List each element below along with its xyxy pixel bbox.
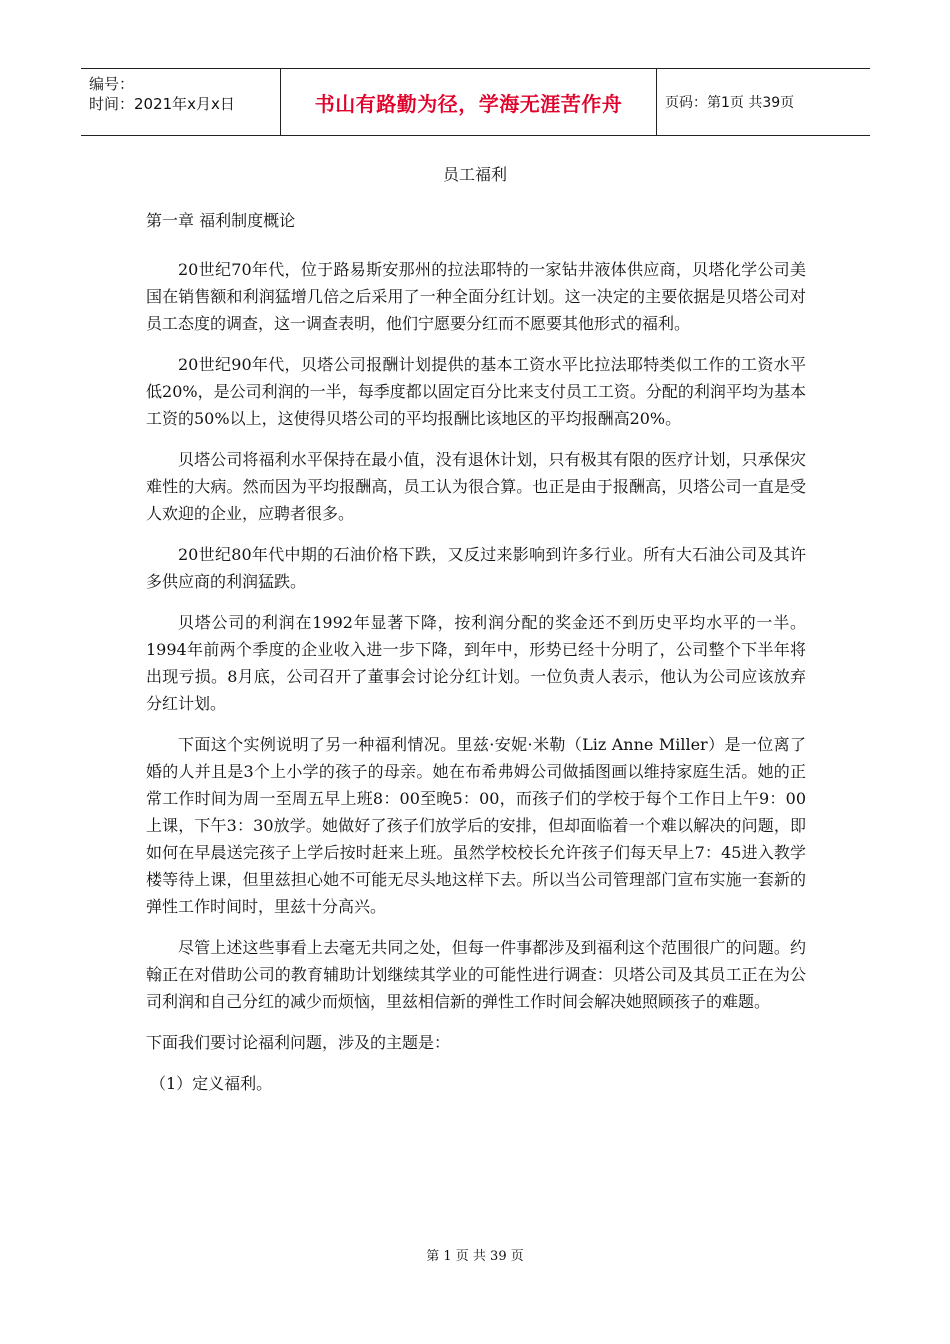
document-number-label: 编号： [89,75,135,93]
header-page-cell [657,69,870,135]
paragraph-2: 20世纪90年代，贝塔公司报酬计划提供的基本工资水平比拉法耶特类似工作的工资水平低20%，是公司利润的一半，每季度都以固定百分比来支付员工工资。分配的利润平均为基本工资的50%以上，这使得贝塔公司的平均报酬比该地区的平均报酬高20%。 [146,355,806,428]
document-title: 员工福利 [442,165,507,184]
paragraph-5: 贝塔公司的利润在1992年显著下降，按利润分配的奖金还不到历史平均水平的一半。1994年前两个季度的企业收入进一步下降，到年中，形势已经十分明了，公司整个下半年将出现亏损。8月底，公司召开了董事会讨论分红计划。一位负责人表示，他认为公司应该放弃分红计划。 [146,613,806,713]
paragraph-6: 下面这个实例说明了另一种福利情况。里兹·安妮·米勒（Liz Anne Miller）是一位离了婚的人并且是3个上小学的孩子的母亲。她在布希弗姆公司做插图画以维持家庭生活。她的正常工作时间为周一至周五早上班8：00至晚5：00，而孩子们的学校于每个工作日上午9：00上课，下午3：30放学。她做好了孩子们放学后的安排，但却面临着一个难以解决的问题，即如何在早晨送完孩子上学后按时赶来上班。虽然学校校长允许孩子们每天早上7：45进入教学楼等待上课，但里兹担心她不可能无尽头地这样下去。所以当公司管理部门宣布实施一套新的弹性工作时间时，里兹十分高兴。 [146,735,806,916]
paragraph-3: 贝塔公司将福利水平保持在最小值，没有退休计划，只有极其有限的医疗计划，只承保灾难性的大病。然而因为平均报酬高，员工认为很合算。也正是由于报酬高，贝塔公司一直是受人欢迎的企业，应聘者很多。 [146,450,806,523]
header-table [81,68,870,136]
paragraph-1: 20世纪70年代，位于路易斯安那州的拉法耶特的一家钻井液体供应商，贝塔化学公司美国在销售额和利润猛增几倍之后采用了一种全面分红计划。这一决定的主要依据是贝塔公司对员工态度的调查，这一调查表明，他们宁愿要分红而不愿要其他形式的福利。 [146,260,806,333]
topics-intro: 下面我们要讨论福利问题，涉及的主题是： [146,1033,451,1052]
topic-item-1: （1）定义福利。 [150,1074,273,1093]
header-page-info: 页码：第1页 共39页 [665,95,795,111]
page-footer: 第 1 页 共 39 页 [426,1249,524,1264]
paragraph-4: 20世纪80年代中期的石油价格下跌，又反过来影响到许多行业。所有大石油公司及其许多供应商的利润猛跌。 [146,545,806,591]
chapter-heading: 第一章 福利制度概论 [146,211,296,230]
document-body [146,256,806,1097]
header-motto: 书山有路勤为径，学海无涯苦作舟 [314,91,623,116]
header-motto-cell [281,69,657,135]
header-meta-cell [81,69,281,135]
paragraph-7: 尽管上述这些事看上去毫无共同之处，但每一件事都涉及到福利这个范围很广的问题。约翰正在对借助公司的教育辅助计划继续其学业的可能性进行调查：贝塔公司及其员工正在为公司利润和自己分红的减少而烦恼，里兹相信新的弹性工作时间会解决她照顾孩子的难题。 [146,938,806,1011]
document-date-label: 时间：2021年x月x日 [89,95,235,113]
